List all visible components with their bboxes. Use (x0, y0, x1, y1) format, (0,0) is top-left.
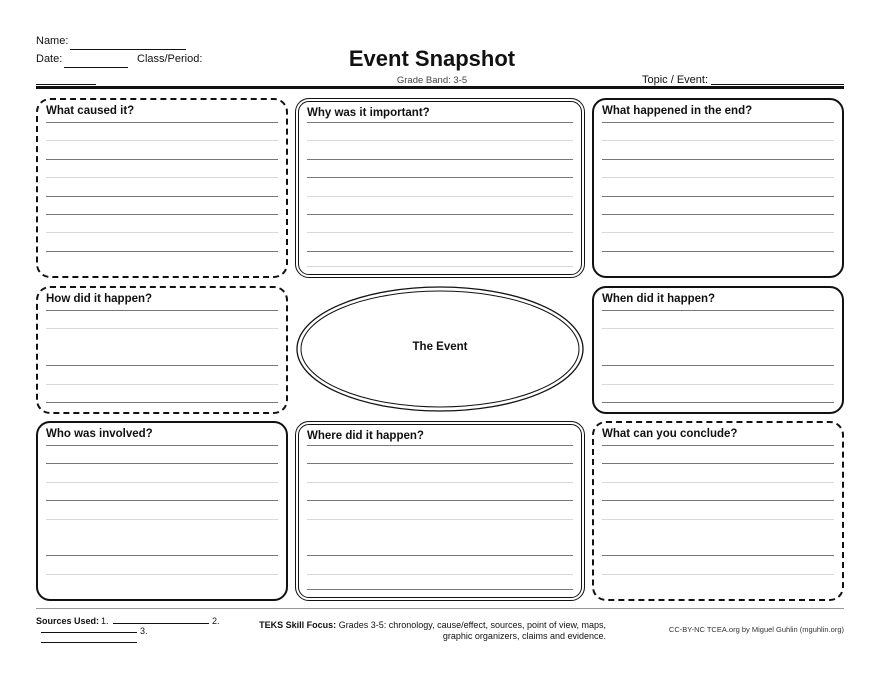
source-line-1[interactable] (113, 623, 209, 624)
credit-text: CC-BY-NC TCEA.org by Miguel Guhlin (mguhlin.org) (668, 625, 844, 634)
box-title-what-happened-end: What happened in the end? (602, 105, 753, 117)
box-who (36, 421, 288, 601)
box-conclude (592, 421, 844, 601)
source-num-3: 3. (140, 626, 148, 636)
topic-label: Topic / Event: (642, 74, 709, 86)
teks-line-2: graphic organizers, claims and evidence. (442, 631, 606, 641)
source-num-1: 1. (101, 616, 109, 626)
box-what-caused (36, 98, 288, 278)
source-line-2[interactable] (41, 632, 137, 633)
box-where (295, 421, 585, 601)
box-why-important (295, 98, 585, 278)
box-how (36, 286, 288, 414)
box-title-why-important: Why was it important? (307, 107, 430, 119)
box-title-who: Who was involved? (46, 428, 153, 440)
teks-line-1: Grades 3-5: chronology, cause/effect, sources, point of view, maps, (338, 620, 606, 630)
footer-divider (36, 608, 844, 609)
sources-label: Sources Used: (36, 616, 100, 626)
box-title-what-caused: What caused it? (46, 105, 135, 117)
event-ellipse (296, 286, 584, 412)
teks-label: TEKS Skill Focus: (259, 620, 337, 630)
grade-band: Grade Band: 3-5 (396, 75, 468, 86)
class-period-label: Class/Period: (137, 53, 203, 65)
box-title-when: When did it happen? (602, 293, 716, 305)
teks-focus (240, 620, 606, 642)
source-line-3[interactable] (41, 642, 137, 643)
header-divider (36, 86, 844, 89)
box-what-happened-end (592, 98, 844, 278)
box-title-how: How did it happen? (46, 293, 153, 305)
date-label: Date: (36, 53, 63, 65)
name-label: Name: (36, 35, 69, 47)
source-num-2: 2. (212, 616, 220, 626)
event-label: The Event (412, 341, 468, 353)
page-title: Event Snapshot (348, 46, 516, 71)
topic-line[interactable] (711, 84, 844, 85)
box-title-where: Where did it happen? (307, 430, 424, 442)
box-title-conclude: What can you conclude? (602, 428, 738, 440)
box-when (592, 286, 844, 414)
